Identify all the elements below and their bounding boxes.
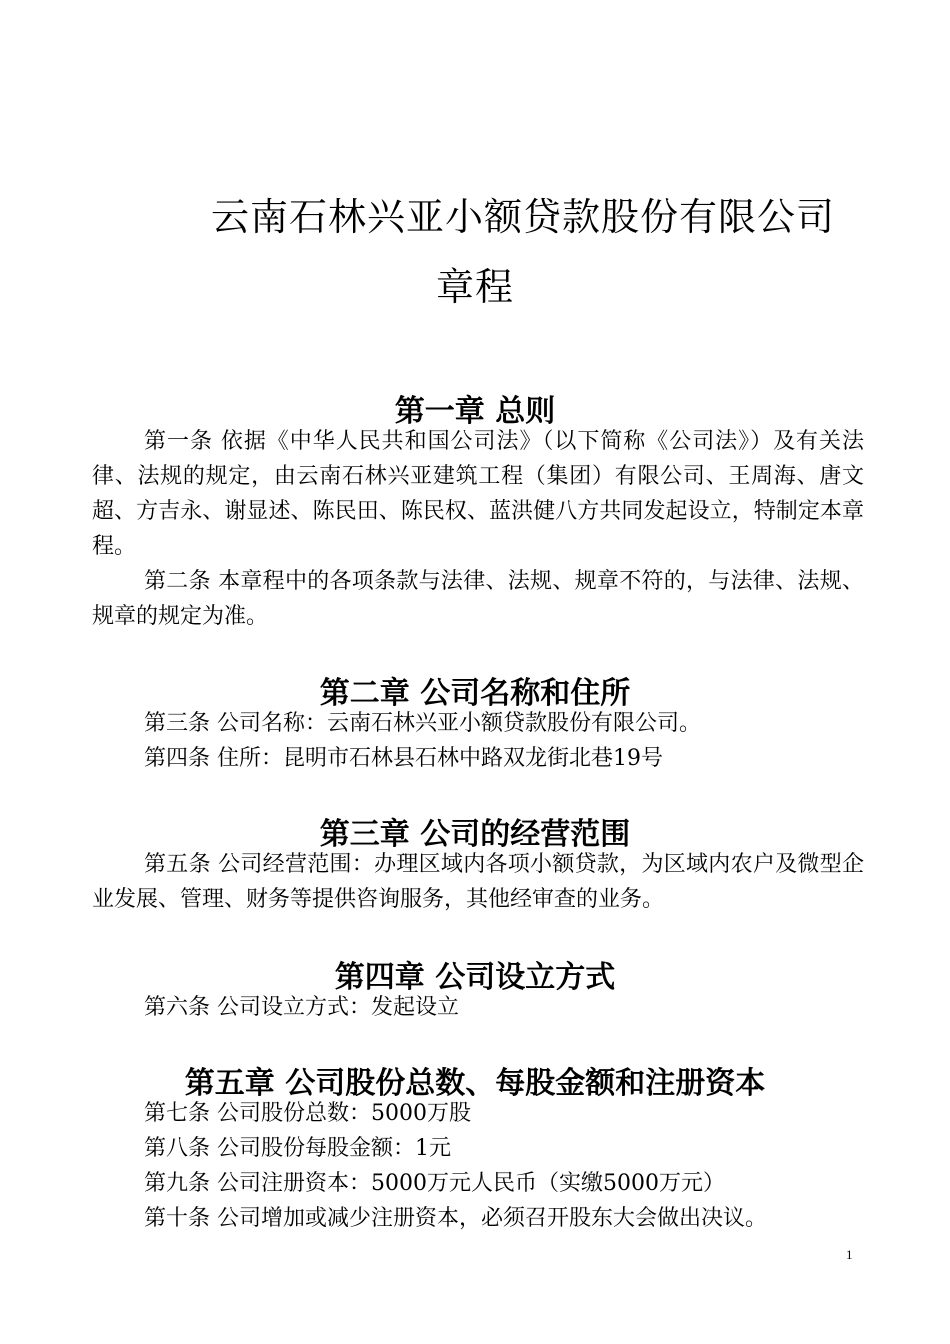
chapter-5-heading: 第五章 公司股份总数、每股金额和注册资本: [184, 1066, 766, 1101]
page-number: 1: [846, 1247, 853, 1262]
article-7: 第七条 公司股份总数：5000万股: [144, 1101, 471, 1126]
article-9: 第九条 公司注册资本：5000万元人民币（实缴5000万元）: [144, 1171, 725, 1196]
chapter-4-heading: 第四章 公司设立方式: [334, 960, 616, 995]
chapter-1-heading: 第一章 总则: [394, 394, 556, 429]
chapter-2-heading: 第二章 公司名称和住所: [319, 676, 631, 711]
article-3: 第三条 公司名称：云南石林兴亚小额贷款股份有限公司。: [144, 711, 701, 736]
article-2: 第二条 本章程中的各项条款与法律、法规、规章不符的，与法律、法规、规章的规定为准。: [92, 569, 864, 629]
article-5: 第五条 公司经营范围：办理区域内各项小额贷款，为区域内农户及微型企业发展、管理、财务等提供咨询服务，其他经审查的业务。: [92, 852, 864, 912]
article-8: 第八条 公司股份每股金额：1元: [144, 1136, 451, 1161]
document-title-line-2: 章程: [435, 265, 514, 309]
document-title-line-1: 云南石林兴亚小额贷款股份有限公司: [210, 195, 835, 239]
article-4: 第四条 住所：昆明市石林县石林中路双龙街北巷19号: [144, 746, 663, 771]
article-10: 第十条 公司增加或减少注册资本，必须召开股东大会做出决议。: [144, 1206, 767, 1231]
article-6: 第六条 公司设立方式：发起设立: [144, 995, 459, 1020]
chapter-3-heading: 第三章 公司的经营范围: [319, 817, 631, 852]
article-1: 第一条 依据《中华人民共和国公司法》（以下简称《公司法》）及有关法律、法规的规定，由云南石林兴亚建筑工程（集团）有限公司、王周海、唐文超、方吉永、谢显述、陈民田、陈民权、蓝洪健八方共同发起设立，特制定本章程。: [92, 429, 864, 559]
